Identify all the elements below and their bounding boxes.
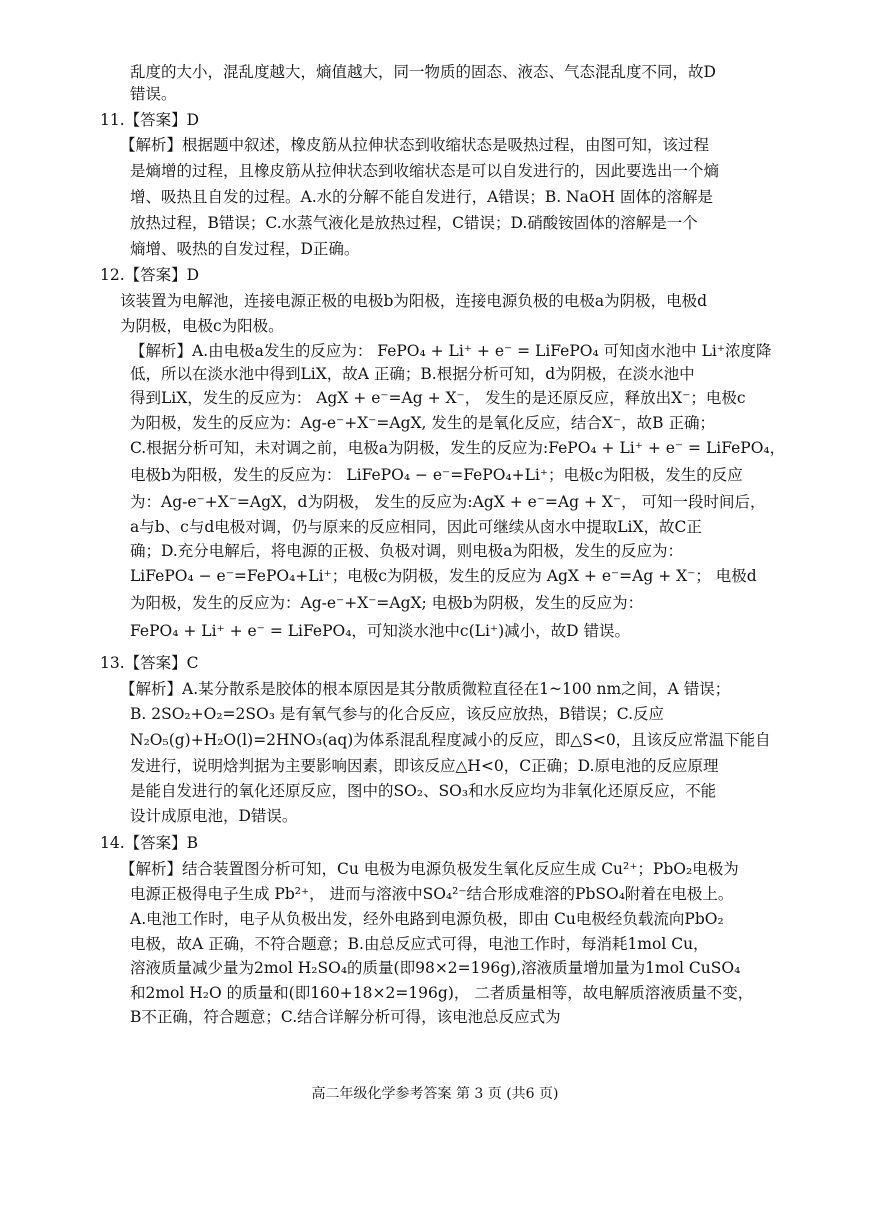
text-line: 【解析】A.某分散系是胶体的根本原因是其分散质微粒直径在1~100 nm之间，A 错误；: [120, 680, 731, 698]
text-line: 为阳极，发生的反应为：Ag-e⁻+X⁻=AgX; 电极b为阴极，发生的反应为：: [130, 594, 644, 612]
question-14-answer: 14.【答案】B: [100, 834, 199, 852]
text-line: 低，所以在淡水池中得到LiX，故A 正确；B.根据分析可知，d为阴极，在淡水池中: [130, 365, 695, 383]
text-line: 该装置为电解池，连接电源正极的电极b为阳极，连接电源负极的电极a为阴极，电极d: [120, 292, 708, 310]
text-line: FePO₄ + Li⁺ + e⁻ = LiFePO₄，可知淡水池中c(Li⁺)减小，故D 错误。: [130, 622, 630, 640]
question-13-answer: 13.【答案】C: [100, 654, 199, 672]
text-line: 电极，故A 正确，不符合题意；B.由总反应式可得，电池工作时，每消耗1mol Cu，: [130, 935, 709, 953]
text-line: C.根据分析可知，未对调之前，电极a为阴极，发生的反应为:FePO₄ + Li⁺ + e⁻ = LiFePO₄，: [130, 439, 786, 457]
text-line: 【解析】结合装置图分析可知，Cu 电极为电源负极发生氧化反应生成 Cu²⁺；PbO₂电极为: [120, 860, 739, 878]
text-line: 错误。: [130, 85, 177, 103]
text-line: LiFePO₄ − e⁻=FePO₄+Li⁺；电极c为阴极，发生的反应为 AgX + e⁻=Ag + X⁻； 电极d: [130, 567, 757, 585]
text-line: N₂O₅(g)+H₂O(l)=2HNO₃(aq)为体系混乱程度减小的反应，即△S<0，且该反应常温下能自: [130, 731, 771, 749]
text-line: 和2mol H₂O 的质量和(即160+18×2=196g)， 二者质量相等，故电解质溶液质量不变，: [130, 984, 754, 1002]
text-line: 为：Ag-e⁻+X⁻=AgX，d为阴极， 发生的反应为:AgX + e⁻=Ag + X⁻， 可知一段时间后，: [130, 493, 766, 511]
text-line: 设计成原电池，D错误。: [130, 807, 298, 825]
text-line: 溶液质量减少量为2mol H₂SO₄的质量(即98×2=196g),溶液质量增加量为1mol CuSO₄: [130, 959, 741, 977]
page-footer: 高二年级化学参考答案 第 3 页 (共6 页): [311, 1086, 559, 1102]
text-line: 是熵增的过程，且橡皮筋从拉伸状态到收缩状态是可以自发进行的，因此要选出一个熵: [130, 162, 720, 180]
text-line: 发进行，说明焓判据为主要影响因素，即该反应△H<0，C正确；D.原电池的反应原理: [130, 757, 719, 775]
text-line: B不正确，符合题意；C.结合详解分析可得，该电池总反应式为: [130, 1008, 561, 1026]
text-line: 【解析】根据题中叙述，橡皮筋从拉伸状态到收缩状态是吸热过程，由图可知，该过程: [120, 136, 710, 154]
question-12-answer: 12.【答案】D: [100, 266, 200, 284]
text-line: 电源正极得电子生成 Pb²⁺， 进而与溶液中SO₄²⁻结合形成难溶的PbSO₄附着在电极上。: [130, 885, 734, 903]
text-line: 为阴极，电极c为阳极。: [120, 317, 284, 335]
text-line: 是能自发进行的氧化还原反应，图中的SO₂、SO₃和水反应均为非氧化还原反应，不能: [130, 782, 717, 800]
text-line: 熵增、吸热的自发过程，D正确。: [130, 240, 360, 258]
text-line: 放热过程，B错误；C.水蒸气液化是放热过程，C错误；D.硝酸铵固体的溶解是一个: [130, 214, 698, 232]
text-line: 确；D.充分电解后，将电源的正极、负极对调，则电极a为阳极，发生的反应为：: [130, 542, 684, 560]
text-line: 增、吸热且自发的过程。A.水的分解不能自发进行，A错误；B. NaOH 固体的溶解是: [130, 188, 714, 206]
text-line: A.电池工作时，电子从负极出发，经外电路到电源负极，即由 Cu电极经负载流向PbO₂: [130, 910, 724, 928]
text-line: 为阳极，发生的反应为：Ag-e⁻+X⁻=AgX, 发生的是氧化反应，结合X⁻，故B 正确；: [130, 414, 715, 432]
text-line: 得到LiX，发生的反应为： AgX + e⁻=Ag + X⁻， 发生的是还原反应，释放出X⁻；电极c: [130, 389, 746, 407]
text-line: 乱度的大小，混乱度越大，熵值越大，同一物质的固态、液态、气态混乱度不同，故D: [130, 63, 716, 81]
text-line: B. 2SO₂+O₂=2SO₃ 是有氧气参与的化合反应，该反应放热，B错误；C.反应: [130, 705, 664, 723]
text-line: 【解析】A.由电极a发生的反应为： FePO₄ + Li⁺ + e⁻ = LiFePO₄ 可知卤水池中 Li⁺浓度降: [130, 342, 772, 360]
question-11-answer: 11.【答案】D: [100, 111, 200, 129]
text-line: 电极b为阳极，发生的反应为： LiFePO₄ − e⁻=FePO₄+Li⁺；电极c为阳极，发生的反应: [130, 466, 743, 484]
text-line: a与b、c与d电极对调，仍与原来的反应相同，因此可继续从卤水中提取LiX，故C正: [130, 518, 702, 536]
